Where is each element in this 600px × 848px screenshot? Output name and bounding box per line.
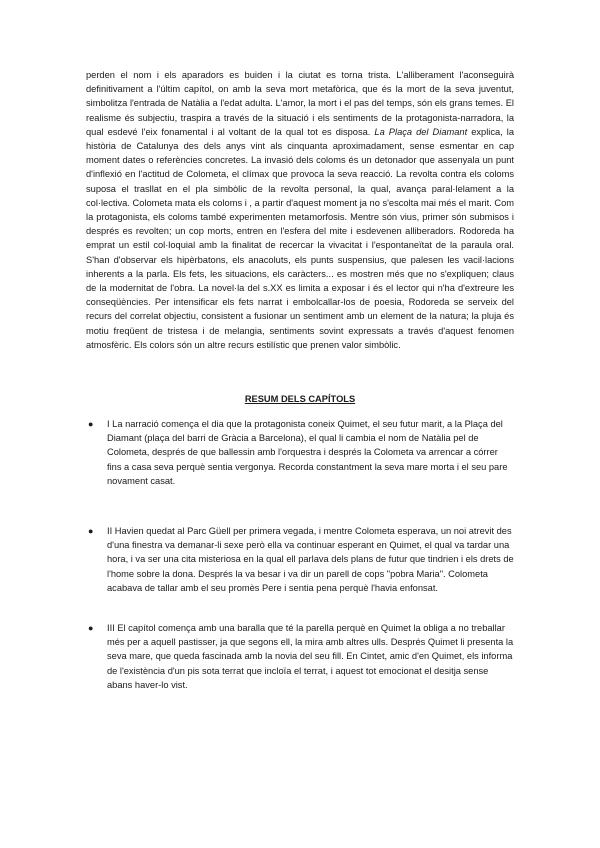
intro-paragraph	[86, 68, 514, 352]
book-title: La Plaça del Diamant	[374, 126, 468, 137]
section-title: RESUM DELS CAPÍTOLS	[244, 394, 356, 404]
chapter-text: III El capítol comença amb una baralla que té la parella perquè en Quimet la obliga a no treballar més per a aquell pastisser, ja que segons ell, la mira amb altres ulls. Després Quimet li presenta la seva mare, que queda fascinada amb la novia del seu fill. En Cintet, amic d'en Quimet, els informa de l'existència d'un pis sota terrat que incloïa el terrat, i aquest tot emocionat el desitja sense abans haver-lo vist.	[107, 623, 514, 690]
bullet-icon: ●	[88, 526, 94, 536]
bullet-icon: ●	[88, 419, 94, 429]
chapter-text: II Havien quedat al Parc Güell per primera vegada, i mentre Colometa esperava, un noi atrevit des d'una finestra va demanar-li sexe però ella va continuar esperant en Quimet, el qual va tardar una hora, i va ser una cita misteriosa en la qual ell parlava dels plans de futur que tindrien i els drets de l'home sobre la dona. Després la va besar i va dir un parell de cops "pobra Maria". Colometa acabava de tallar amb el seu promès Pere i sentia pena perquè l'havia enfonsat.	[107, 526, 514, 593]
chapter-item-2	[86, 524, 514, 595]
chapter-item-3	[86, 621, 514, 692]
chapter-item-1	[86, 417, 514, 488]
bullet-icon: ●	[88, 623, 94, 633]
chapter-text: I La narració comença el dia que la protagonista coneix Quimet, el seu futur marit, a la Plaça del Diamant (plaça del barri de Gràcia a Barcelona), el qual li cambia el nom de Natàlia pel de Colometa, després de que ballessin amb l'orquestra i després la Colometa va arrencar a córrer fins a casa seva perquè sentia vergonya. Recorda constantment la seva mare morta i el seu pare novament casat.	[107, 419, 508, 486]
intro-text-part1: perden el nom i els aparadors es buiden i la ciutat es torna trista. L'alliberament l'aconseguirà definitivament a l'últim capítol, on amb la seva mort metafòrica, que és la mort de la seva juventut, simbolitza l'entrada de Natàlia a l'edat adulta. L'amor, la mort i el pas del temps, són els grans temes. El realisme és subjectiu, traspira a través de la situació i els sentiments de la protagonista-narradora, la qual esdevé l'eix fonamental i al voltant de la qual tot es disposa.	[86, 70, 514, 137]
intro-text-part2: explica, la història de Catalunya des dels anys vint als cinquanta aproximadament, sense esmentar en cap moment dates o referències concretes. La invasió dels coloms és un detonador que assenyala un punt d'inflexió en l'actitud de Colometa, el clímax que provoca la seva reacció. La revolta contra els coloms suposa el trasllat en el pla simbòlic de la revolta personal, la qual, avança paral·lelament a la col·lectiva. Colometa mata els coloms i , a partir d'aquest moment ja no s'escolta mai més el marit. Com la protagonista, els coloms també experimenten metamorfosis. Mentre són vius, primer són submisos i després es revolten; un cop morts, entren en l'esfera del mite i esdevenen alliberadors. Rodoreda ha emprat un estil col·loquial amb la finalitat de recercar la vivacitat i l'espontaneïtat de la paraula oral. S'han d'observar els hipèrbatons, els anacoluts, els punts suspensius, que palesen les vacil·lacions inherents a la parla. Els fets, les situacions, els caràcters... es mostren més que no s'expliquen; claus de la modernitat de l'obra. La novel·la del s.XX es limita a exposar i és el lector qui n'ha d'extreure les conseqüències. Per intensificar els fets narrat i embolcallar-los de poesia, Rodoreda se serveix del recurs del correlat objectiu, consistent a fusionar un sentiment amb un element de la natura; la pluja és motiu freqüent de tristesa i de melangia, sentiments sovint expressats a través d'aquest fenomen atmosfèric. Els colors són un altre recurs estilístic que prenen valor simbòlic.	[86, 126, 515, 350]
